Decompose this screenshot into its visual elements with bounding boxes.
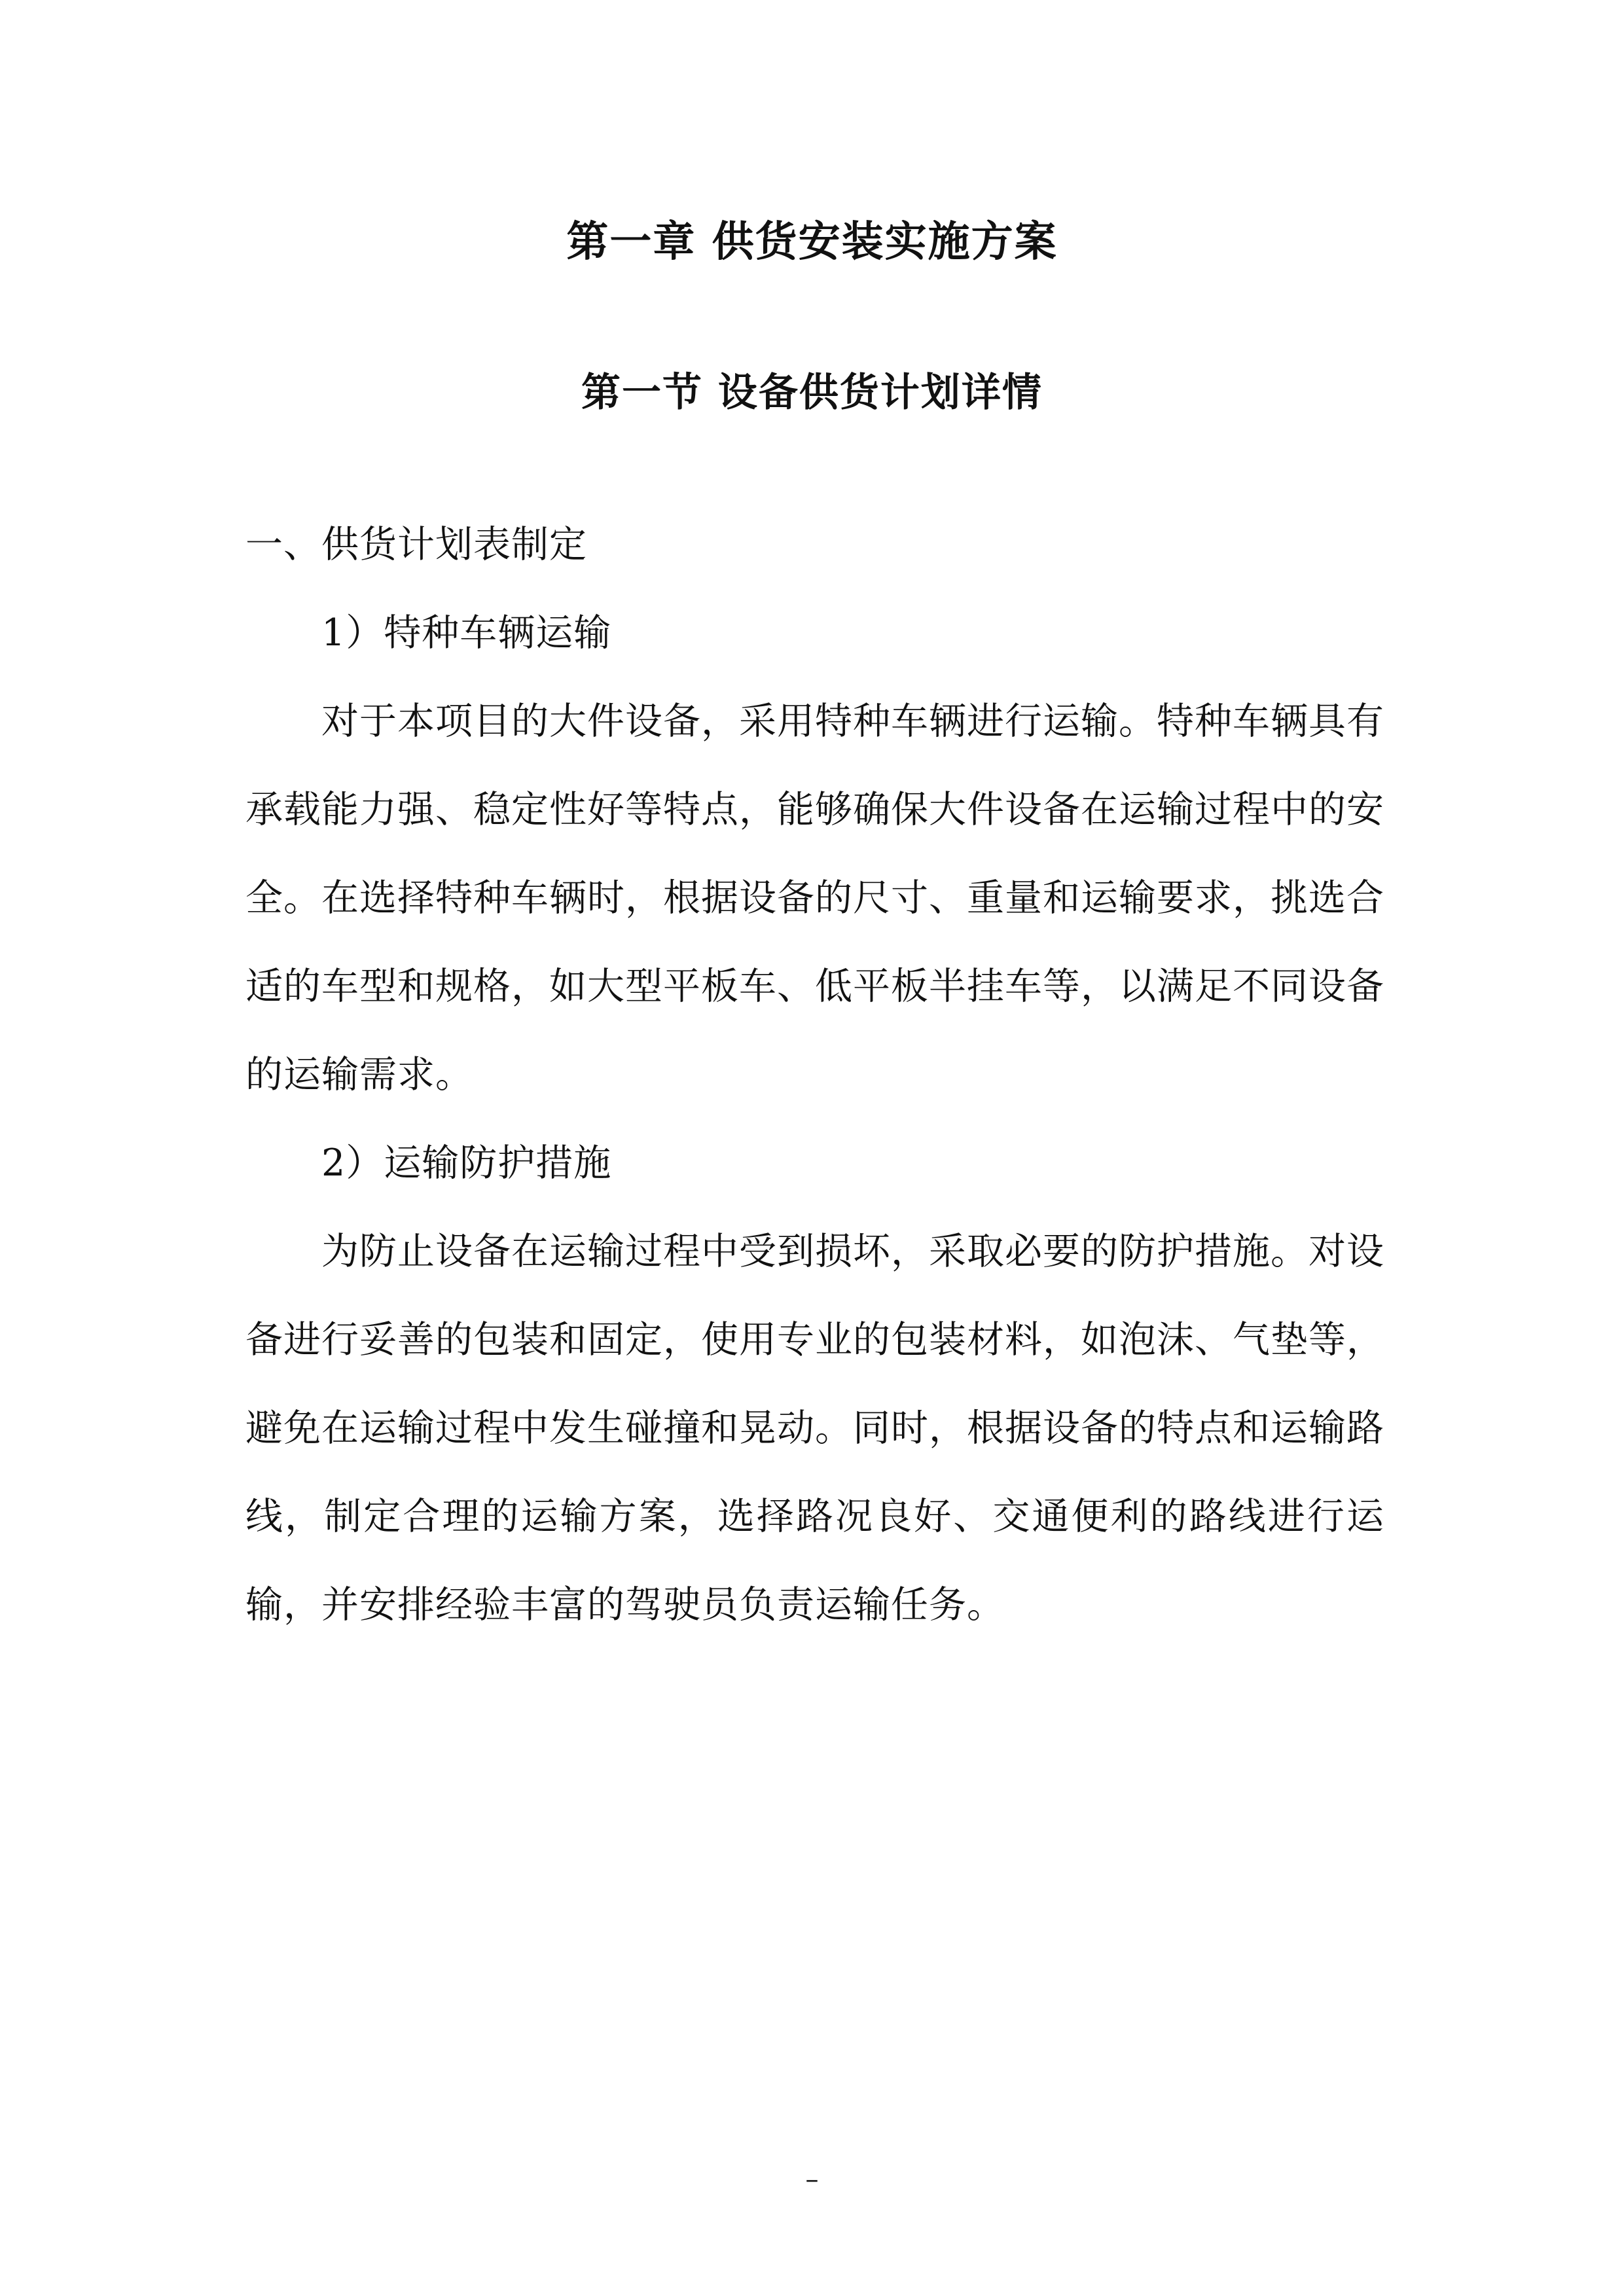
body-content [245,501,1384,1649]
paragraph-special-vehicle: 对于本项目的大件设备，采用特种车辆进行运输。特种车辆具有承载能力强、稳定性好等特点，能够确保大件设备在运输过程中的安全。在选择特种车辆时，根据设备的尺寸、重量和运输要求，挑选合适的车型和规格，如大型平板车、低平板半挂车等，以满足不同设备的运输需求。 [245,700,1384,1096]
subheading-transport-protection: 2）运输防护措施 [321,1141,612,1185]
heading-supply-plan: 一、供货计划表制定 [245,523,587,566]
subheading-special-vehicle: 1）特种车辆运输 [321,611,612,655]
paragraph-transport-protection: 为防止设备在运输过程中受到损坏，采取必要的防护措施。对设备进行妥善的包装和固定，使用专业的包装材料，如泡沫、气垫等，避免在运输过程中发生碰撞和晃动。同时，根据设备的特点和运输路线，制定合理的运输方案，选择路况良好、交通便利的路线进行运输，并安排经验丰富的驾驶员负责运输任务。 [245,1230,1384,1626]
page-number: – [805,2164,819,2195]
section-title: 第一节 设备供货计划详情 [581,370,1043,416]
chapter-title: 第一章 供货安装实施方案 [566,217,1058,266]
